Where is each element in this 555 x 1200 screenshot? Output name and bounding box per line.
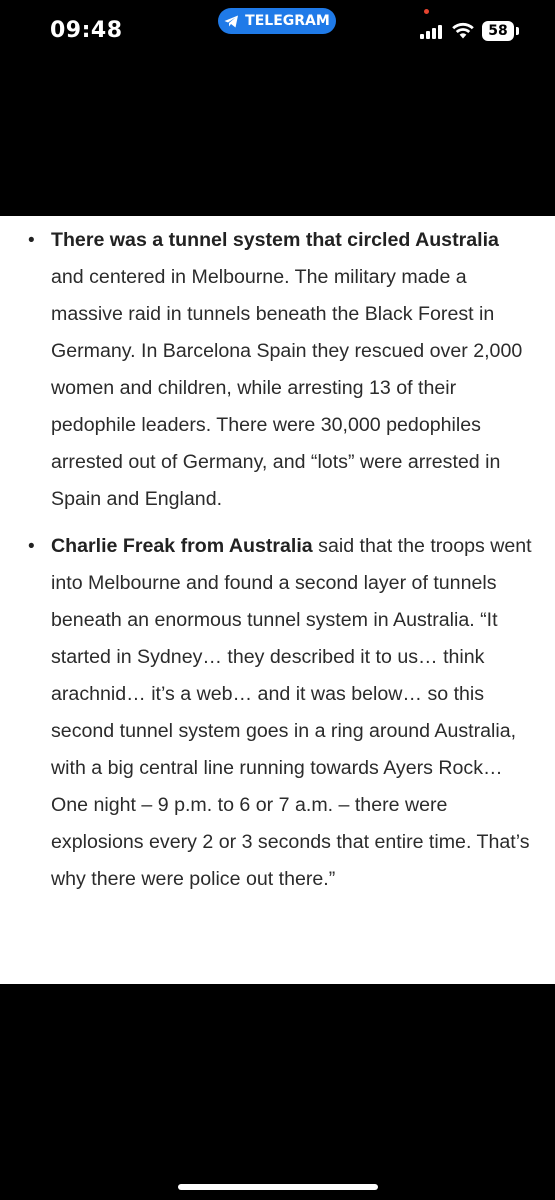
telegram-return-pill[interactable] xyxy=(218,8,336,34)
home-indicator[interactable] xyxy=(178,1184,378,1190)
privacy-indicator-dot xyxy=(424,9,429,14)
bullet-bold-lead: Charlie Freak from Australia xyxy=(51,535,313,557)
bullet-text: and centered in Melbourne. The military made a massive raid in tunnels beneath the Black Forest in Germany. In Barcelona Spain they rescued over 2,000 women and children, while arresting 13 of their pedophile leaders. There were 30,000 pedophiles arrested out of Germany, and “lots” were arrested in Spain and England. xyxy=(51,266,523,510)
status-bar xyxy=(0,0,555,60)
cellular-signal-icon xyxy=(420,25,444,39)
bullet-marker: • xyxy=(28,536,35,557)
bullet-marker: • xyxy=(28,230,35,251)
list-item xyxy=(0,216,555,518)
article-content xyxy=(0,216,555,984)
wifi-icon xyxy=(452,22,474,44)
battery-icon xyxy=(482,21,514,41)
battery-nub xyxy=(516,27,519,35)
telegram-plane-icon xyxy=(224,15,239,28)
list-item xyxy=(0,518,555,898)
status-time: 09:48 xyxy=(50,18,123,43)
bullet-list xyxy=(0,216,555,898)
bullet-bold-lead: There was a tunnel system that circled Australia xyxy=(51,229,499,251)
bullet-text: said that the troops went into Melbourne and found a second layer of tunnels beneath an enormous tunnel system in Australia. “It started in Sydney… they described it to us… think arachnid… it’s a web… and it was below… so this second tunnel system goes in a ring around Australia, with a big central line running towards Ayers Rock…One night – 9 p.m. to 6 or 7 a.m. – there were explosions every 2 or 3 seconds that entire time. That’s why there were police out there.” xyxy=(51,535,532,890)
telegram-pill-label: TELEGRAM xyxy=(245,13,330,29)
battery-level: 58 xyxy=(488,23,508,39)
